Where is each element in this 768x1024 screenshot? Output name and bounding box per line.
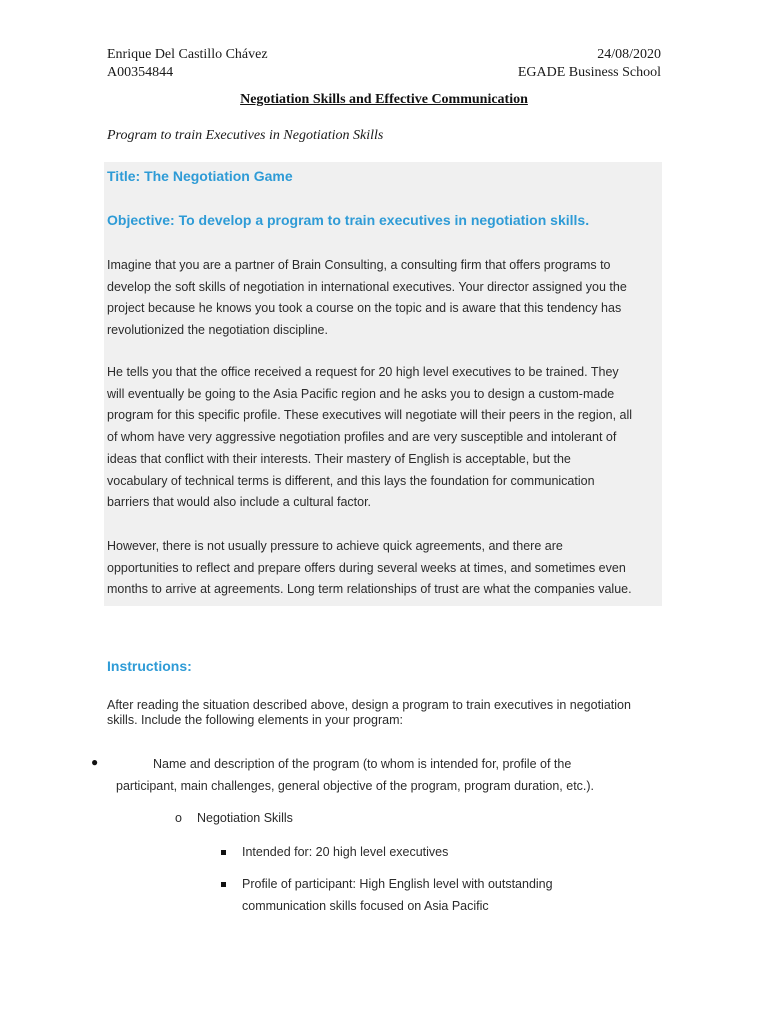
paragraph-line: Imagine that you are a partner of Brain Consulting, a consulting firm that offers programs to bbox=[107, 258, 611, 272]
case-paragraph-3 bbox=[107, 536, 667, 601]
case-paragraph-1 bbox=[107, 255, 667, 342]
student-id: A00354844 bbox=[107, 65, 174, 80]
instructions-heading: Instructions: bbox=[107, 658, 192, 674]
bullet-dot-icon: ● bbox=[91, 755, 99, 769]
case-objective: Objective: To develop a program to train executives in negotiation skills. bbox=[107, 212, 590, 228]
bullet-text-line: Name and description of the program (to whom is intended for, profile of the bbox=[153, 757, 572, 771]
case-paragraph-2 bbox=[107, 362, 667, 514]
document-title: Negotiation Skills and Effective Communication bbox=[240, 92, 528, 107]
sub-bullet-marker: o bbox=[175, 811, 182, 825]
sub-item-text: Profile of participant: High English level with outstanding bbox=[242, 877, 553, 891]
instructions-line: skills. Include the following elements in your program: bbox=[107, 712, 403, 727]
author-name: Enrique Del Castillo Chávez bbox=[107, 47, 268, 62]
school-name: EGADE Business School bbox=[517, 65, 661, 80]
paragraph-line: However, there is not usually pressure to achieve quick agreements, and there are bbox=[107, 539, 563, 553]
sub-item-text: Intended for: 20 high level executives bbox=[242, 845, 449, 859]
paragraph-line: ideas that conflict with their interests. Their mastery of English is acceptable, but the bbox=[107, 451, 571, 466]
paragraph-line: barriers that would also include a cultural factor. bbox=[107, 495, 372, 510]
case-title: Title: The Negotiation Game bbox=[107, 168, 293, 184]
instructions-line: After reading the situation described above, design a program to train executives in negotiation bbox=[107, 698, 631, 712]
sub-item-text: communication skills focused on Asia Pacific bbox=[242, 899, 489, 913]
bullet-text-line: participant, main challenges, general objective of the program, program duration, etc.). bbox=[116, 779, 595, 793]
paragraph-line: revolutionized the negotiation discipline. bbox=[107, 323, 328, 338]
paragraph-line: will eventually be going to the Asia Pacific region and he asks you to design a custom-made bbox=[107, 386, 615, 401]
instructions-text bbox=[107, 698, 667, 727]
document-subtitle: Program to train Executives in Negotiation Skills bbox=[107, 128, 384, 143]
paragraph-line: program for this specific profile. These executives will negotiate will their peers in the region, all bbox=[107, 408, 633, 423]
document-date: 24/08/2020 bbox=[597, 47, 661, 62]
paragraph-line: vocabulary of technical terms is different, and this lays the foundation for communication bbox=[107, 473, 595, 488]
paragraph-line: project because he knows you took a course on the topic and is aware that this tendency has bbox=[107, 301, 622, 316]
paragraph-line: of whom have very aggressive negotiation profiles and are very susceptible and intolerant of bbox=[107, 430, 617, 445]
sub-bullet-text: Negotiation Skills bbox=[197, 811, 293, 825]
paragraph-line: months to arrive at agreements. Long term relationships of trust are what the companies value. bbox=[107, 582, 632, 597]
paragraph-line: opportunities to reflect and prepare offers during several weeks at times, and sometimes even bbox=[107, 560, 626, 575]
square-bullet-icon bbox=[221, 882, 226, 887]
paragraph-line: He tells you that the office received a request for 20 high level executives to be trained. They bbox=[107, 365, 619, 379]
square-bullet-icon bbox=[221, 850, 226, 855]
paragraph-line: develop the soft skills of negotiation in international executives. Your director assigned you the bbox=[107, 279, 627, 294]
